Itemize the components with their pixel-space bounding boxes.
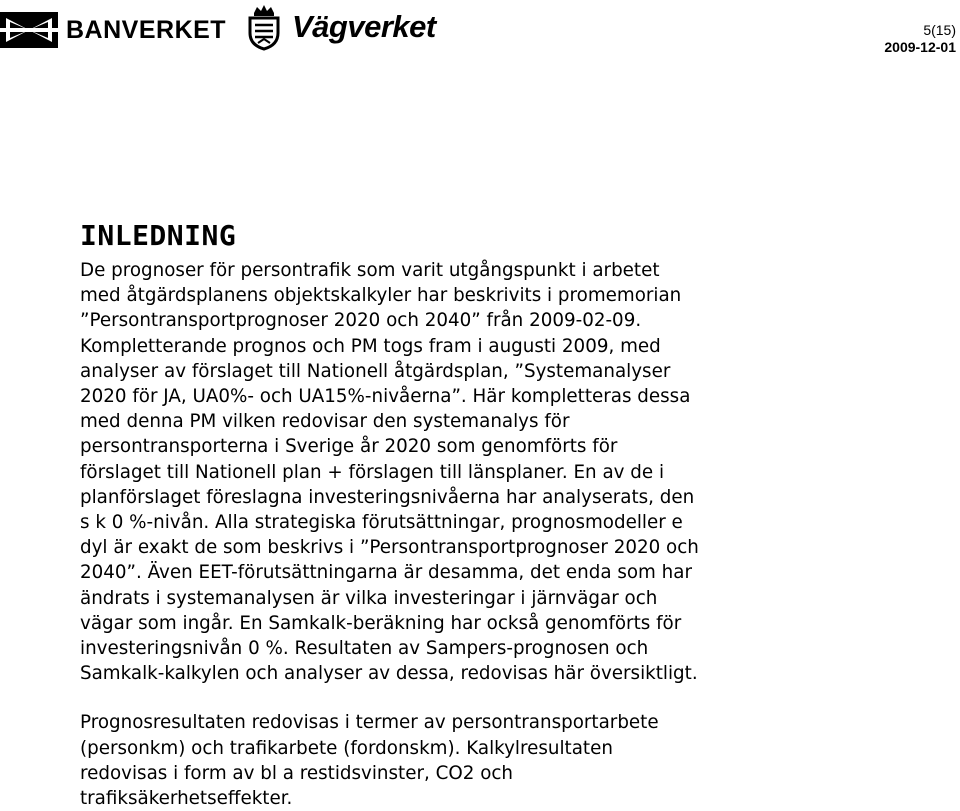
paragraph-line: (personkm) och trafikarbete (fordonskm). Kalkylresultaten: [80, 737, 613, 759]
paragraph-line: planförslaget föreslagna investeringsnivåerna har analyserats, den: [80, 486, 695, 508]
paragraph-line: persontransporterna i Sverige år 2020 som genomförts för: [80, 436, 618, 458]
banverket-wordmark: BANVERKET: [66, 16, 227, 44]
intro-paragraph: [80, 258, 800, 686]
results-paragraph: [80, 710, 800, 811]
paragraph-line: ändrats i systemanalysen är vilka investeringar i järnvägar och: [80, 587, 658, 609]
page-header: [0, 0, 960, 70]
vagverket-wordmark: Vägverket: [292, 9, 436, 44]
paragraph-line: De prognoser för persontrafik som varit utgångspunkt i arbetet: [80, 260, 660, 281]
paragraph-line: med denna PM vilken redovisar den systemanalys för: [80, 411, 570, 433]
document-date: 2009-12-01: [884, 39, 956, 55]
vagverket-crest-icon: [244, 3, 284, 51]
paragraph-line: trafiksäkerhetseffekter.: [80, 788, 293, 810]
paragraph-line: 2020 för JA, UA0%- och UA15%-nivåerna”. Här kompletteras dessa: [80, 386, 691, 408]
paragraph-line: ”Persontransportprognoser 2020 och 2040” från 2009-02-09.: [80, 310, 642, 332]
paragraph-line: Prognosresultaten redovisas i termer av persontransportarbete: [80, 712, 659, 734]
page-number: 5(15): [923, 22, 956, 38]
paragraph-line: förslaget till Nationell plan + förslagen till länsplaner. En av de i: [80, 461, 665, 483]
banverket-emblem-icon: [0, 12, 58, 48]
paragraph-line: med åtgärdsplanens objektskalkyler har beskrivits i promemorian: [80, 285, 682, 307]
paragraph-line: Samkalk-kalkylen och analyser av dessa, redovisas här översiktligt.: [80, 663, 698, 685]
paragraph-line: 2040”. Även EET-förutsättningarna är desamma, det enda som har: [80, 562, 692, 584]
page-meta: [884, 22, 956, 56]
paragraph-line: analyser av förslaget till Nationell åtgärdsplan, ”Systemanalyser: [80, 360, 671, 382]
document-body: [80, 218, 800, 811]
paragraph-line: vägar som ingår. En Samkalk-beräkning har också genomförts för: [80, 612, 682, 634]
vagverket-logo: [244, 2, 436, 52]
banverket-logo: [0, 12, 226, 48]
paragraph-line: redovisas i form av bl a restidsvinster, CO2 och: [80, 762, 514, 784]
paragraph-line: dyl är exakt de som beskrivs i ”Persontransportprognoser 2020 och: [80, 537, 699, 559]
paragraph-line: Kompletterande prognos och PM togs fram i augusti 2009, med: [80, 335, 661, 357]
section-heading: INLEDNING: [80, 219, 237, 252]
paragraph-line: s k 0 %-nivån. Alla strategiska förutsättningar, prognosmodeller e: [80, 512, 683, 534]
paragraph-spacer: [80, 686, 800, 710]
paragraph-line: investeringsnivån 0 %. Resultaten av Sampers-prognosen och: [80, 638, 649, 660]
